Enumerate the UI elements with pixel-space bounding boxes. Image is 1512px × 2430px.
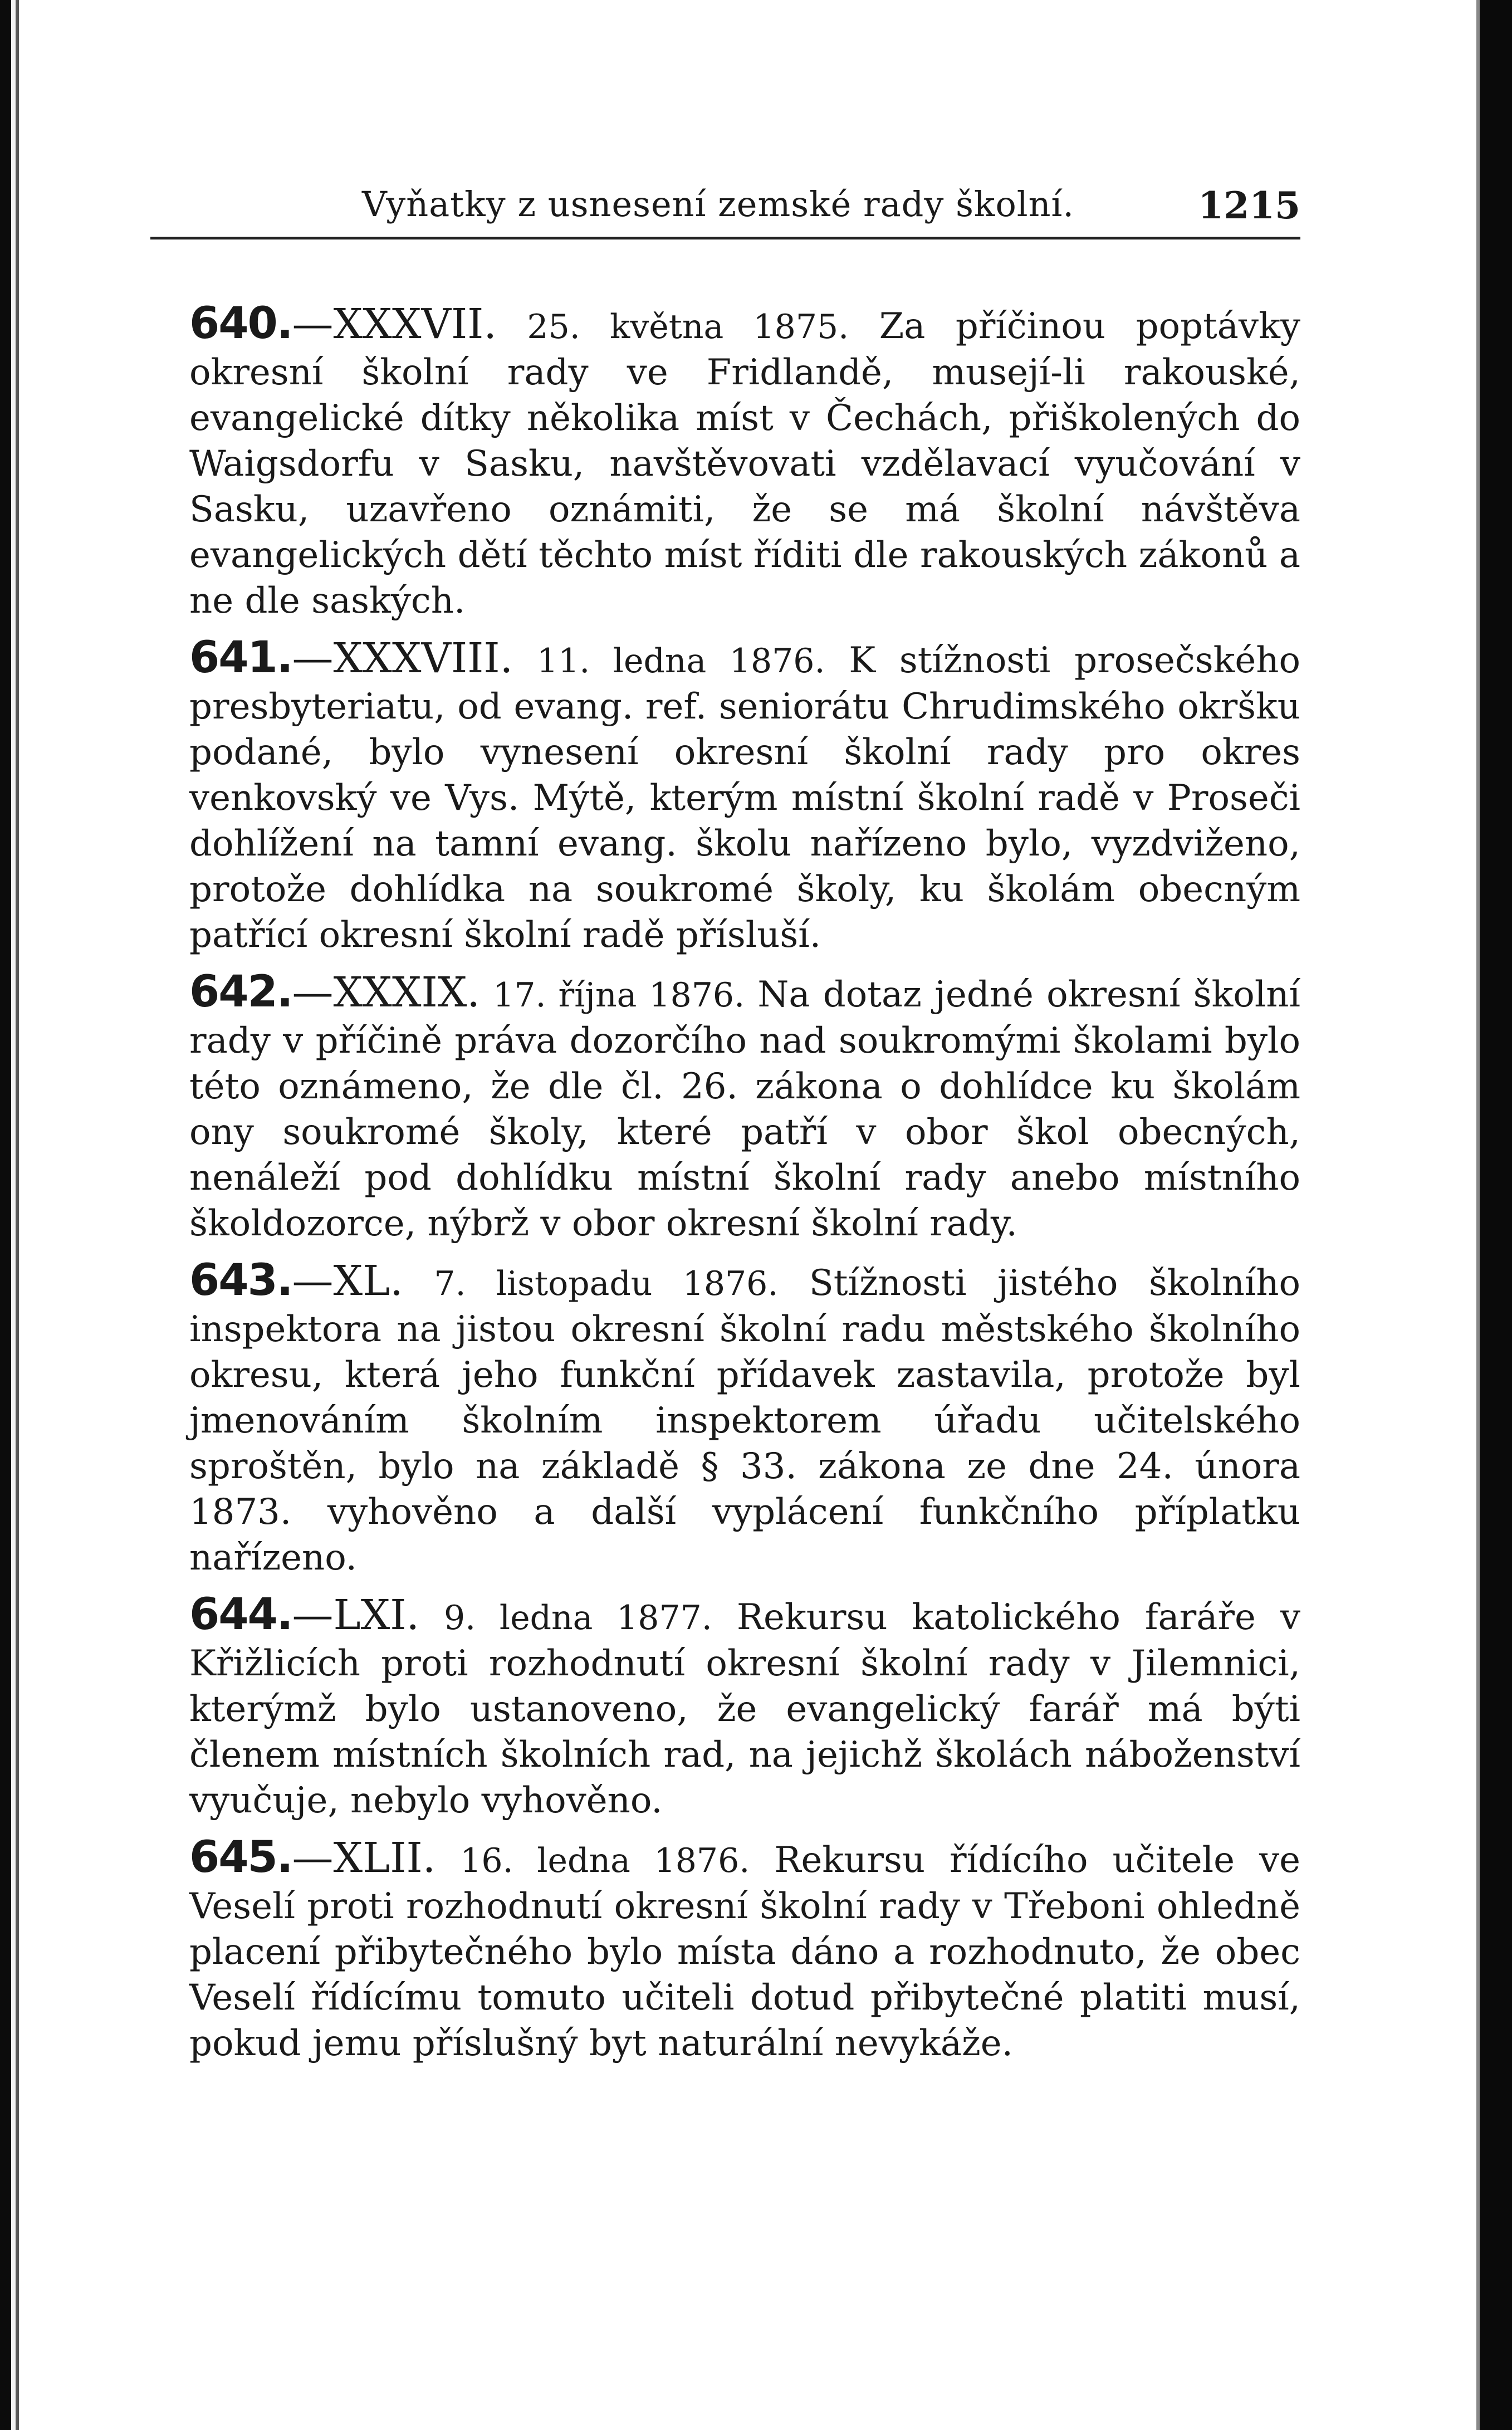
entry-date: 25. května 1875. bbox=[527, 307, 849, 346]
entry-roman-numeral: —XXXVIII. bbox=[292, 634, 513, 682]
entry-roman-numeral: —LXI. bbox=[292, 1591, 420, 1639]
entry-number: 640. bbox=[189, 299, 292, 349]
entry-text: Za příčinou poptávky okresní školní rady ve Fridlandě, musejí-li rakouské, evangelické dítky několika míst v Čechách, přiškolených do Waigsdorfu v Sasku, navštěvovati vzdělavací vyučování v Sasku, uzavřeno oznámiti, že se má školní návštěva evangelických dětí těchto míst říditi dle rakouských zákonů a ne dle saských. bbox=[189, 306, 1301, 622]
header-title: Vyňatky z usnesení zemské rady školní. bbox=[362, 184, 1075, 224]
entry-text: Rekursu řídícího učitele ve Veselí proti rozhodnutí okresní školní rady v Třeboni ohledně placení přibytečného bylo místa dáno a rozhodnuto, že obec Veselí řídícímu tomuto učiteli dotud přibytečné platiti musí, pokud jemu příslušný byt naturální nevykáže. bbox=[189, 1840, 1300, 2064]
entry-640 bbox=[189, 301, 1300, 624]
entry-date: 9. ledna 1877. bbox=[443, 1598, 712, 1637]
page-number: 1215 bbox=[1198, 184, 1300, 227]
page-content bbox=[189, 301, 1300, 2077]
entry-date: 7. listopadu 1876. bbox=[434, 1264, 779, 1303]
running-header bbox=[150, 178, 1300, 234]
entry-number: 641. bbox=[189, 633, 292, 683]
scan-edge-left-inner bbox=[16, 0, 19, 2430]
scan-edge-left-gap bbox=[11, 0, 16, 2430]
entry-paragraph bbox=[189, 1592, 1300, 1823]
entry-roman-numeral: —XLII. bbox=[292, 1834, 436, 1882]
entry-643 bbox=[189, 1255, 1301, 1581]
entry-645 bbox=[189, 1832, 1300, 2066]
entry-number: 645. bbox=[189, 1832, 292, 1883]
entry-date: 16. ledna 1876. bbox=[460, 1841, 750, 1880]
entry-paragraph bbox=[189, 635, 1300, 958]
entry-text: Stížnosti jistého školního inspektora na jistou okresní školní radu městského školního okresu, která jeho funkční přídavek zastavila, protože byl jmenováním školním inspektorem úřadu učitelského sproštěn, bylo na základě § 33. zákona ze dne 24. února 1873. vyhověno a další vyplácení funkčního příplatku nařízeno. bbox=[189, 1263, 1301, 1578]
entry-roman-numeral: —XL. bbox=[292, 1257, 403, 1305]
entry-644 bbox=[189, 1592, 1300, 1823]
entry-text: Na dotaz jedné okresní školní rady v příčině práva dozorčího nad soukromými školami bylo této oznámeno, že dle čl. 26. zákona o dohlídce ku školám ony soukromé školy, které patří v obor škol obecných, nenáleží pod dohlídku místní školní rady anebo místního školdozorce, nýbrž v obor okresní školní rady. bbox=[189, 974, 1300, 1244]
entry-642 bbox=[189, 969, 1300, 1246]
entry-roman-numeral: —XXXVII. bbox=[292, 300, 497, 348]
entry-number: 643. bbox=[189, 1255, 292, 1306]
header-rule bbox=[150, 237, 1300, 239]
entry-paragraph bbox=[189, 301, 1300, 624]
entry-paragraph bbox=[189, 969, 1300, 1246]
scan-edge-left bbox=[0, 0, 11, 2430]
entry-641 bbox=[189, 635, 1300, 958]
entry-number: 642. bbox=[189, 967, 292, 1017]
scan-edge-right bbox=[1480, 0, 1512, 2430]
entry-date: 11. ledna 1876. bbox=[536, 642, 825, 681]
entry-roman-numeral: —XXXIX. bbox=[292, 969, 480, 1016]
entry-paragraph bbox=[189, 1255, 1301, 1581]
entry-paragraph bbox=[189, 1832, 1300, 2066]
entry-date: 17. října 1876. bbox=[493, 976, 745, 1015]
entry-text: K stížnosti prosečského presbyteriatu, od evang. ref. seniorátu Chrudimského okršku podané, bylo vynesení okresní školní rady pro okres venkovský ve Vys. Mýtě, kterým místní školní radě v Proseči dohlížení na tamní evang. školu nařízeno bylo, vyzdviženo, protože dohlídka na soukromé školy, ku školám obecným patřící okresní školní radě přísluší. bbox=[189, 640, 1301, 956]
entry-number: 644. bbox=[189, 1590, 292, 1640]
entry-text: Rekursu katolického faráře v Křižlicích proti rozhodnutí okresní školní rady v Jilemnici, kterýmž bylo ustanoveno, že evangelický farář má býti členem místních školních rad, na jejichž školách náboženství vyučuje, nebylo vyhověno. bbox=[189, 1597, 1301, 1821]
